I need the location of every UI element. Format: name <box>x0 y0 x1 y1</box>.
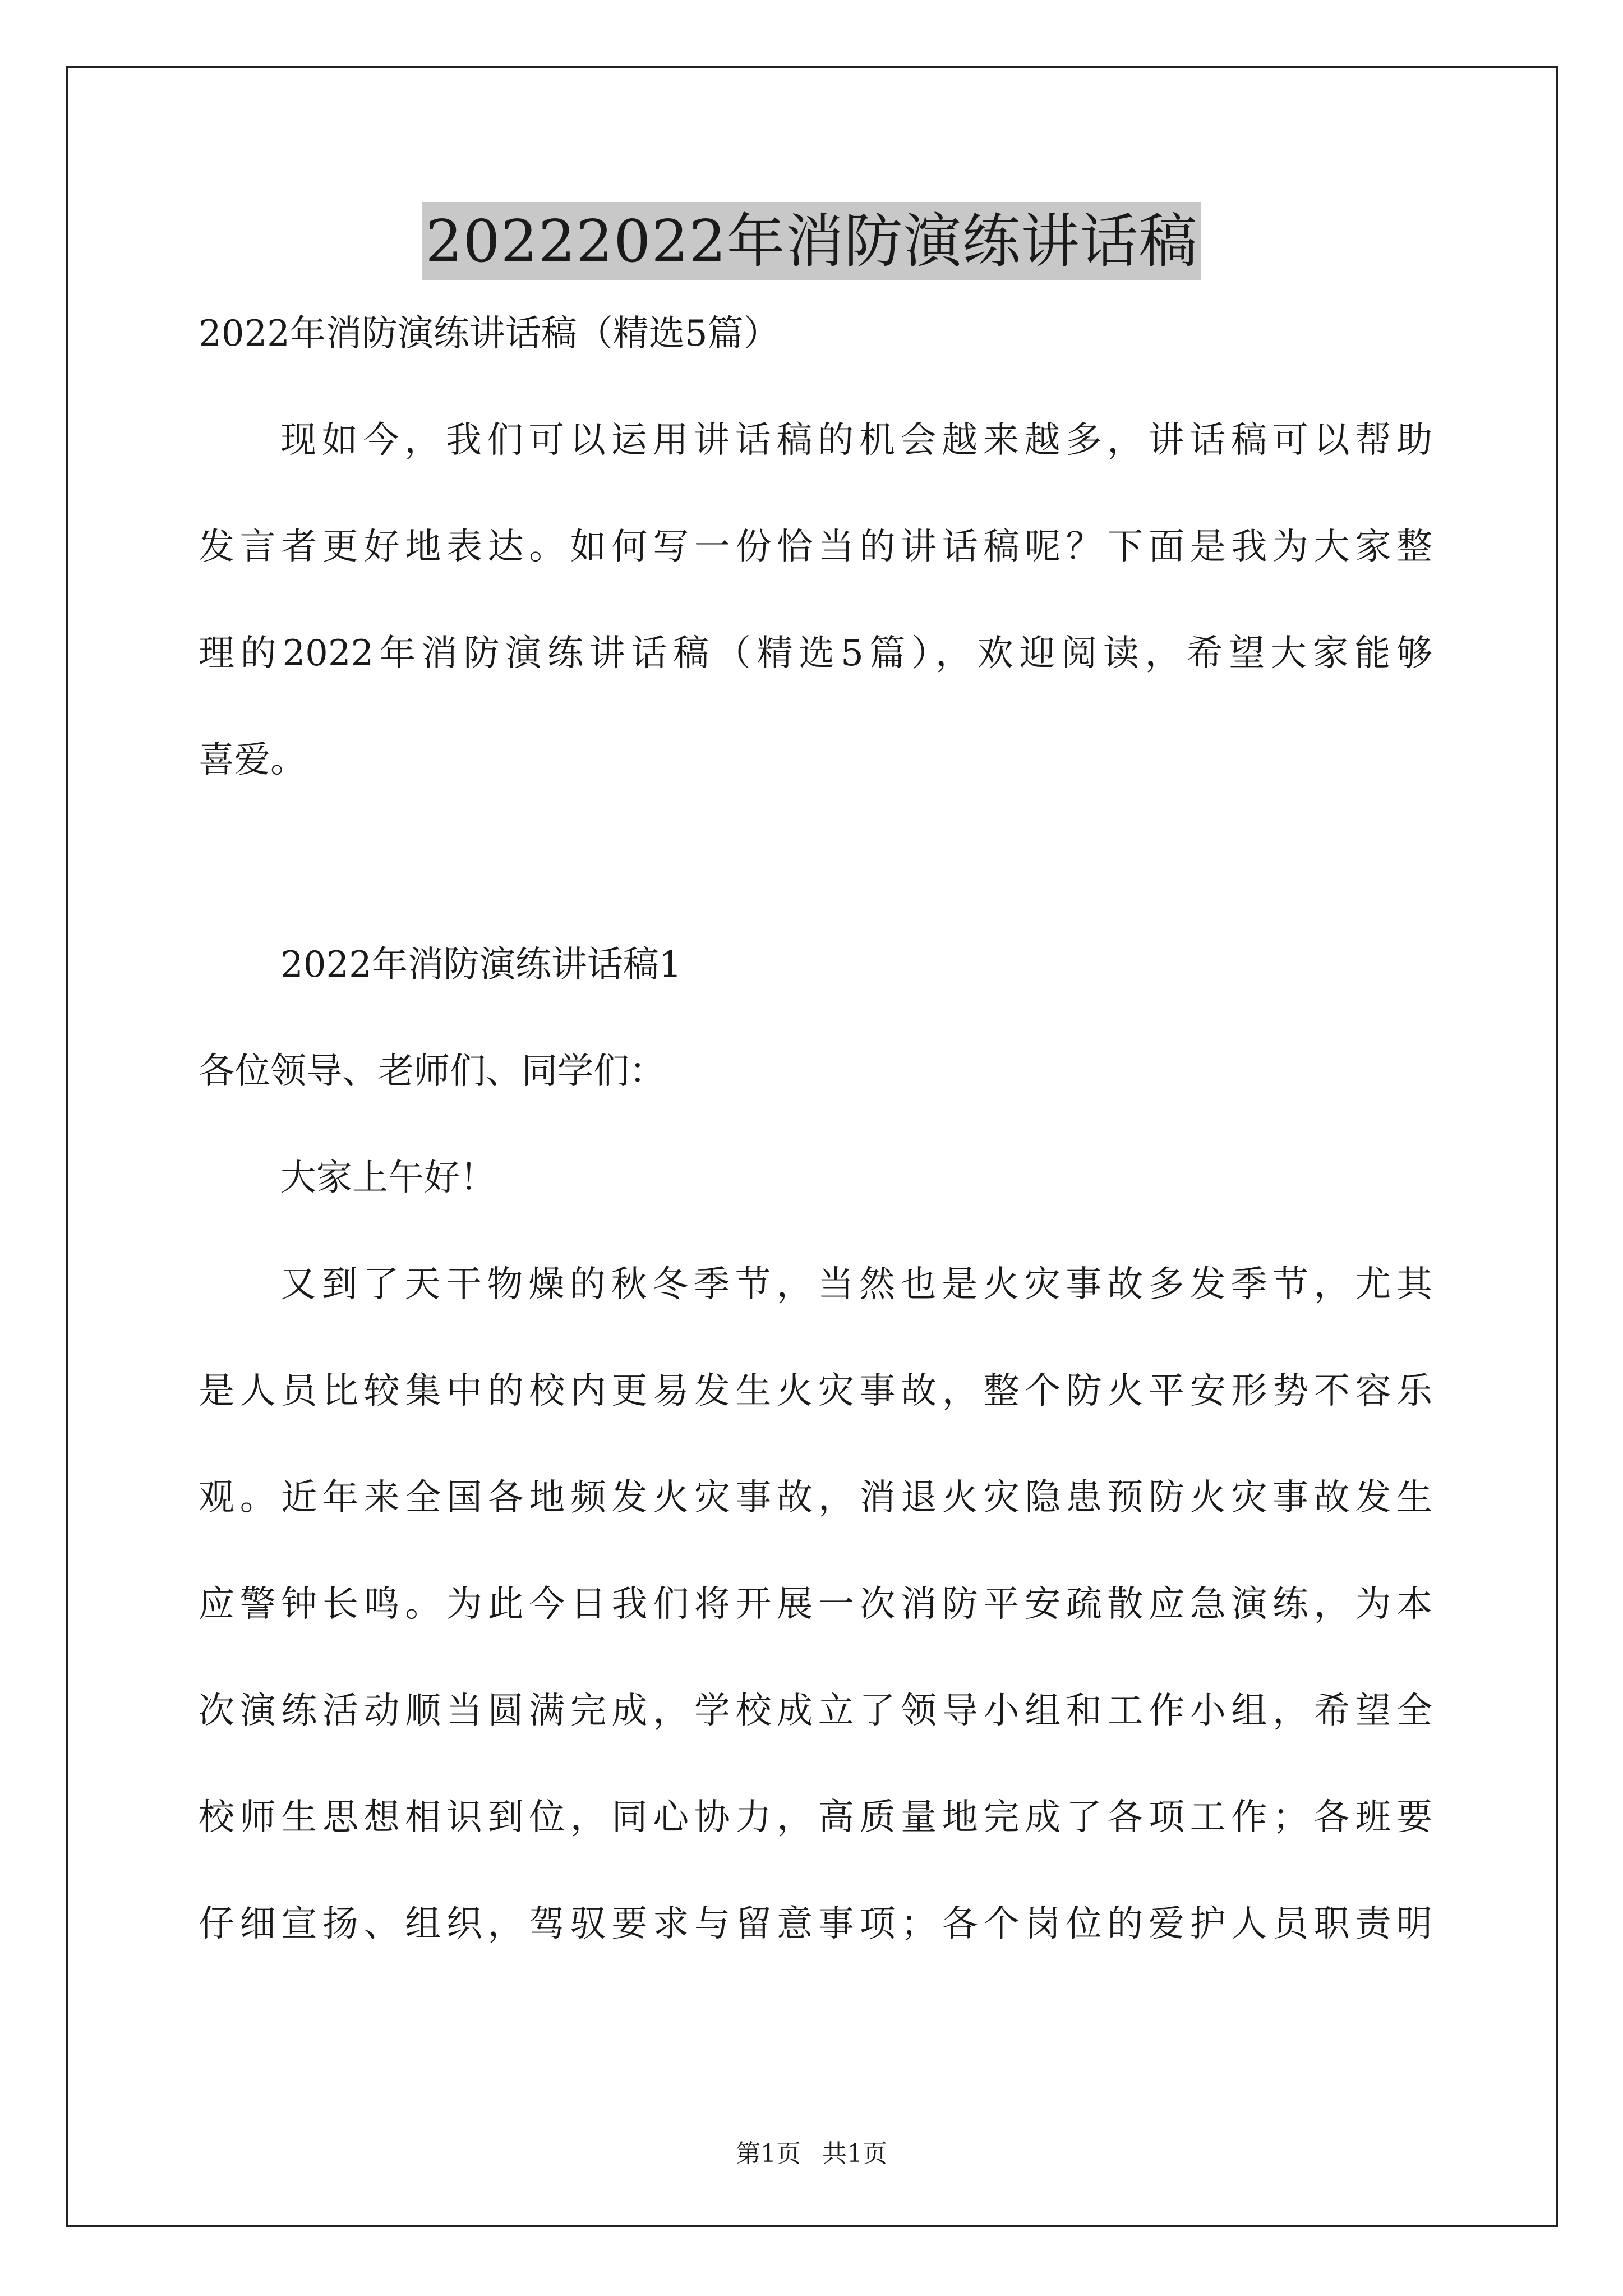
page-number: 第1页 <box>736 2139 801 2168</box>
body-line: 观。近年来全国各地频发火灾事故，消退火灾隐患预防火灾事故发生 <box>199 1477 1432 1519</box>
document-title: 20222022年消防演练讲话稿 <box>422 202 1201 280</box>
intro-line: 现如今，我们可以运用讲话稿的机会越来越多，讲话稿可以帮助 <box>280 420 1432 461</box>
intro-line: 喜爱。 <box>199 739 306 781</box>
title-container <box>0 202 1623 280</box>
intro-line: 理的2022年消防演练讲话稿（精选5篇），欢迎阅读，希望大家能够 <box>199 633 1432 674</box>
body-line: 又到了天干物燥的秋冬季节，当然也是火灾事故多发季节，尤其 <box>280 1264 1432 1305</box>
body-line: 应警钟长鸣。为此今日我们将开展一次消防平安疏散应急演练，为本 <box>199 1584 1432 1625</box>
salutation: 各位领导、老师们、同学们： <box>199 1051 665 1092</box>
page-total: 共1页 <box>822 2139 887 2168</box>
document-subtitle: 2022年消防演练讲话稿（精选5篇） <box>199 313 780 355</box>
intro-line: 发言者更好地表达。如何写一份恰当的讲话稿呢？下面是我为大家整 <box>199 526 1432 568</box>
greeting: 大家上午好！ <box>280 1157 496 1199</box>
body-line: 次演练活动顺当圆满完成，学校成立了领导小组和工作小组，希望全 <box>199 1690 1432 1732</box>
body-line: 校师生思想相识到位，同心协力，高质量地完成了各项工作；各班要 <box>199 1797 1432 1838</box>
body-line: 仔细宣扬、组织，驾驭要求与留意事项；各个岗位的爱护人员职责明 <box>199 1903 1432 1945</box>
page-footer <box>0 2137 1623 2171</box>
body-line: 是人员比较集中的校内更易发生火灾事故，整个防火平安形势不容乐 <box>199 1370 1432 1412</box>
section-heading: 2022年消防演练讲话稿1 <box>280 944 682 986</box>
